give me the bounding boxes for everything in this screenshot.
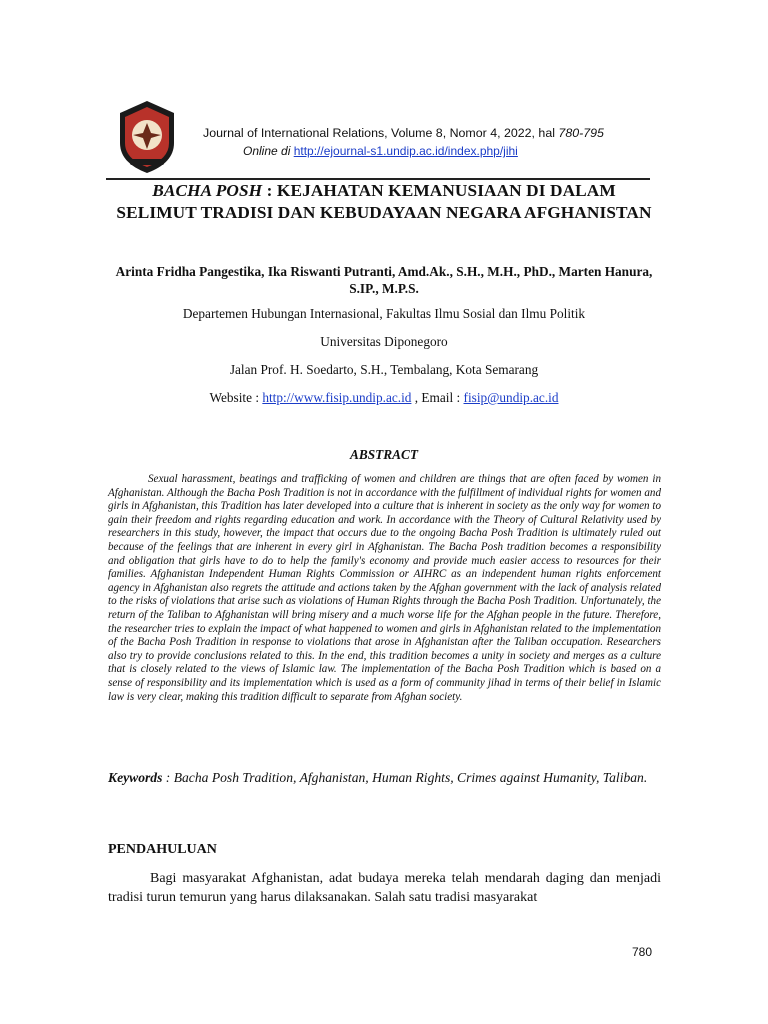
university: Universitas Diponegoro xyxy=(320,334,448,349)
author-list: Arinta Fridha Pangestika, Ika Riswanti Putranti, Amd.Ak., S.H., M.H., PhD., Marten Hanura, S.IP., M.P.S. xyxy=(115,264,653,296)
journal-citation: Journal of International Relations, Volume 8, Nomor 4, 2022, hal 780-795 xyxy=(203,126,604,140)
section-heading: PENDAHULUAN xyxy=(108,842,217,857)
abstract-heading: ABSTRACT xyxy=(350,447,418,462)
keywords: Keywords : Bacha Posh Tradition, Afghanistan, Human Rights, Crimes against Humanity, Taliban. xyxy=(108,770,648,785)
page-number: 780 xyxy=(632,945,653,959)
university-seal-logo xyxy=(116,99,178,175)
online-availability: Online di http://ejournal-s1.undip.ac.id/index.php/jihi xyxy=(243,144,518,158)
paper-title: BACHA POSH : KEJAHATAN KEMANUSIAAN DI DALAM SELIMUT TRADISI DAN KEBUDAYAAN NEGARA AFGHANISTAN xyxy=(116,181,652,222)
email-link[interactable]: fisip@undip.ac.id xyxy=(463,390,559,405)
abstract-text: Sexual harassment, beatings and trafficking of women and children are things that are often faced by women in Afghanistan. Although the Bacha Posh Tradition is not in accordance with the fulfillment of individual rights for women and girls in Afghanistan, this Tradition has later developed into a culture that is inherent in society as the only way for women to gain their freedom and rights regarding education and work. In accordance with the Theory of Cultural Relativity used by researchers in this study, however, the impact that occurs due to the ongoing Bacha Posh Tradition is ultimately ruled out because of the feelings that are inherent in every girl in Afghanistan. The Bacha Posh tradition becomes a responsibility and obligation that girls have to do to help the family's economy and provide much easier access to resources for their families. Afghanistan Independent Human Rights Commission or AIHRC as an independent human rights enforcement agency in Afghanistan also regrets the attitude and actions taken by the Afghan government with the lack of analysis related to the risks of violations that arise such as violations of Human Rights through the Bacha Posh Tradition. Unfortunately, the return of the Taliban to Afghanistan will bring misery and a much worse life for the Afghan people in the future. Therefore, the researcher tries to explain the impact of what happened to women and girls in Afghanistan related to the implementation of the Bacha Posh Tradition in response to violations that arose in Afghanistan after the Taliban occupation. Researchers also try to provide conclusions related to this. In the end, this tradition becomes a unity in society and merges as a culture that is closely related to the views of Islamic law. The implementation of the Bacha Posh Tradition which is based on a sense of responsibility and its implementation which is used as a form of community jihad in terms of their belief in Islamic law is very clear, making this tradition difficult to separate from Afghan society. xyxy=(108,473,661,703)
body-paragraph: Bagi masyarakat Afghanistan, adat budaya mereka telah mendarah daging dan menjadi tradisi turun temurun yang harus dilaksanakan. Salah satu tradisi masyarakat xyxy=(108,871,661,905)
contact-line: Website : http://www.fisip.undip.ac.id , Email : fisip@undip.ac.id xyxy=(209,390,559,405)
page-range: 780-795 xyxy=(558,126,604,140)
address: Jalan Prof. H. Soedarto, S.H., Tembalang, Kota Semarang xyxy=(229,362,539,377)
website-link[interactable]: http://www.fisip.undip.ac.id xyxy=(262,390,412,405)
journal-url-link[interactable]: http://ejournal-s1.undip.ac.id/index.php/jihi xyxy=(293,144,518,158)
department: Departemen Hubungan Internasional, Fakultas Ilmu Sosial dan Ilmu Politik xyxy=(182,306,586,321)
